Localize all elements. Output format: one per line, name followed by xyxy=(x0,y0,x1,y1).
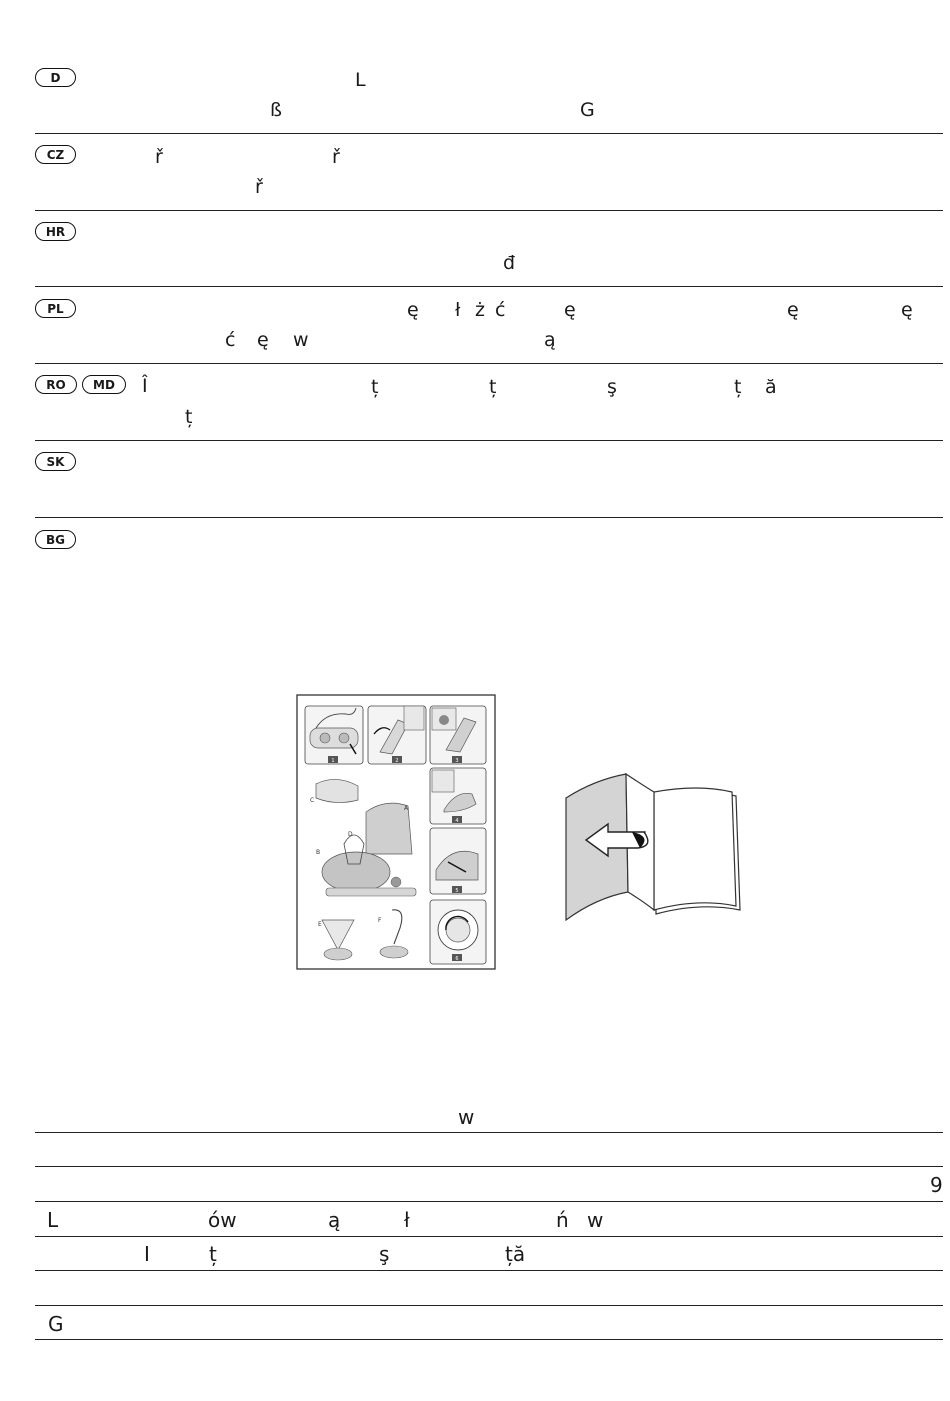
text-fragment: ę xyxy=(257,329,269,351)
lang-row-bg xyxy=(35,518,943,594)
lang-badge-d: D xyxy=(35,68,76,87)
text-fragment: ę xyxy=(407,299,419,321)
text-fragment: ř xyxy=(332,146,340,168)
lang-badge-md: MD xyxy=(82,375,126,394)
toc-divider xyxy=(35,1201,943,1202)
text-fragment: ż xyxy=(475,299,485,321)
toc-divider xyxy=(35,1270,943,1271)
step-number-5: 5 xyxy=(455,888,459,894)
lang-badge-sk: SK xyxy=(35,452,76,471)
text-fragment: L xyxy=(355,69,366,91)
text-fragment: G xyxy=(580,99,595,121)
lang-row-pl xyxy=(35,287,943,364)
step-2-panel xyxy=(368,706,426,764)
toc-divider xyxy=(35,1305,943,1306)
part-letter-d: D xyxy=(348,831,353,838)
toc-fragment: ł xyxy=(404,1208,410,1232)
step-number-2: 2 xyxy=(395,758,399,764)
toc-fragment: w xyxy=(587,1208,604,1232)
text-fragment: ă xyxy=(765,376,777,398)
toc-fragment: ń xyxy=(556,1208,569,1232)
part-letter-c: C xyxy=(310,797,315,804)
text-fragment: ć xyxy=(495,299,506,321)
lang-row-hr xyxy=(35,210,943,287)
part-letter-a: A xyxy=(404,805,409,812)
toc-fragment: ą xyxy=(328,1208,341,1232)
lang-badge-bg: BG xyxy=(35,530,76,549)
text-fragment: ř xyxy=(255,176,263,198)
text-fragment: ą xyxy=(544,329,556,351)
toc-fragment: G xyxy=(48,1312,64,1336)
lang-row-cz xyxy=(35,134,943,211)
toc-fragment: L xyxy=(47,1208,59,1232)
text-fragment: ę xyxy=(564,299,576,321)
text-fragment: đ xyxy=(503,252,516,274)
text-fragment: ş xyxy=(607,376,617,398)
step-4-panel xyxy=(430,768,486,824)
toc-fragment: ş xyxy=(379,1242,390,1266)
part-letter-b: B xyxy=(316,849,321,856)
toc-fragment: ță xyxy=(505,1242,526,1266)
lang-badge-pl: PL xyxy=(35,299,76,318)
step-number-3: 3 xyxy=(455,758,459,764)
text-fragment: ț xyxy=(185,406,193,428)
fold-out-illustration xyxy=(296,694,496,970)
text-fragment: ć xyxy=(225,329,236,351)
step-number-1: 1 xyxy=(331,758,335,764)
text-fragment: w xyxy=(293,329,309,351)
toc-divider xyxy=(35,1339,943,1340)
toc-divider xyxy=(35,1236,943,1237)
text-fragment: ß xyxy=(270,99,282,121)
toc-divider xyxy=(35,1132,943,1133)
step-6-panel xyxy=(430,900,486,964)
step-1-panel xyxy=(305,706,363,764)
lang-row-d xyxy=(35,57,943,134)
text-fragment: ț xyxy=(371,376,379,398)
toc-fragment: I xyxy=(144,1242,150,1266)
part-letter-e: E xyxy=(318,921,322,928)
toc-fragment: ț xyxy=(209,1242,217,1266)
text-fragment: ț xyxy=(489,376,497,398)
open-booklet-illustration xyxy=(560,770,746,925)
step-number-6: 6 xyxy=(455,956,459,962)
lang-badge-hr: HR xyxy=(35,222,76,241)
lang-row-ro-md xyxy=(35,364,943,441)
toc-page-number: 9 xyxy=(930,1173,943,1197)
step-5-panel xyxy=(430,828,486,894)
text-fragment: Î xyxy=(142,375,148,397)
text-fragment: ę xyxy=(787,299,799,321)
part-letter-f: F xyxy=(378,917,382,924)
toc-divider xyxy=(35,1166,943,1167)
text-fragment: ę xyxy=(901,299,913,321)
step-3-panel xyxy=(430,706,486,764)
text-fragment: ț xyxy=(734,376,742,398)
lang-badge-cz: CZ xyxy=(35,145,76,164)
text-fragment: ř xyxy=(155,146,163,168)
lang-row-sk xyxy=(35,441,943,518)
lang-badge-ro: RO xyxy=(35,375,77,394)
toc-header-fragment: w xyxy=(458,1105,475,1129)
toc-fragment: ów xyxy=(208,1208,237,1232)
step-number-4: 4 xyxy=(455,818,459,824)
text-fragment: ł xyxy=(455,299,461,321)
